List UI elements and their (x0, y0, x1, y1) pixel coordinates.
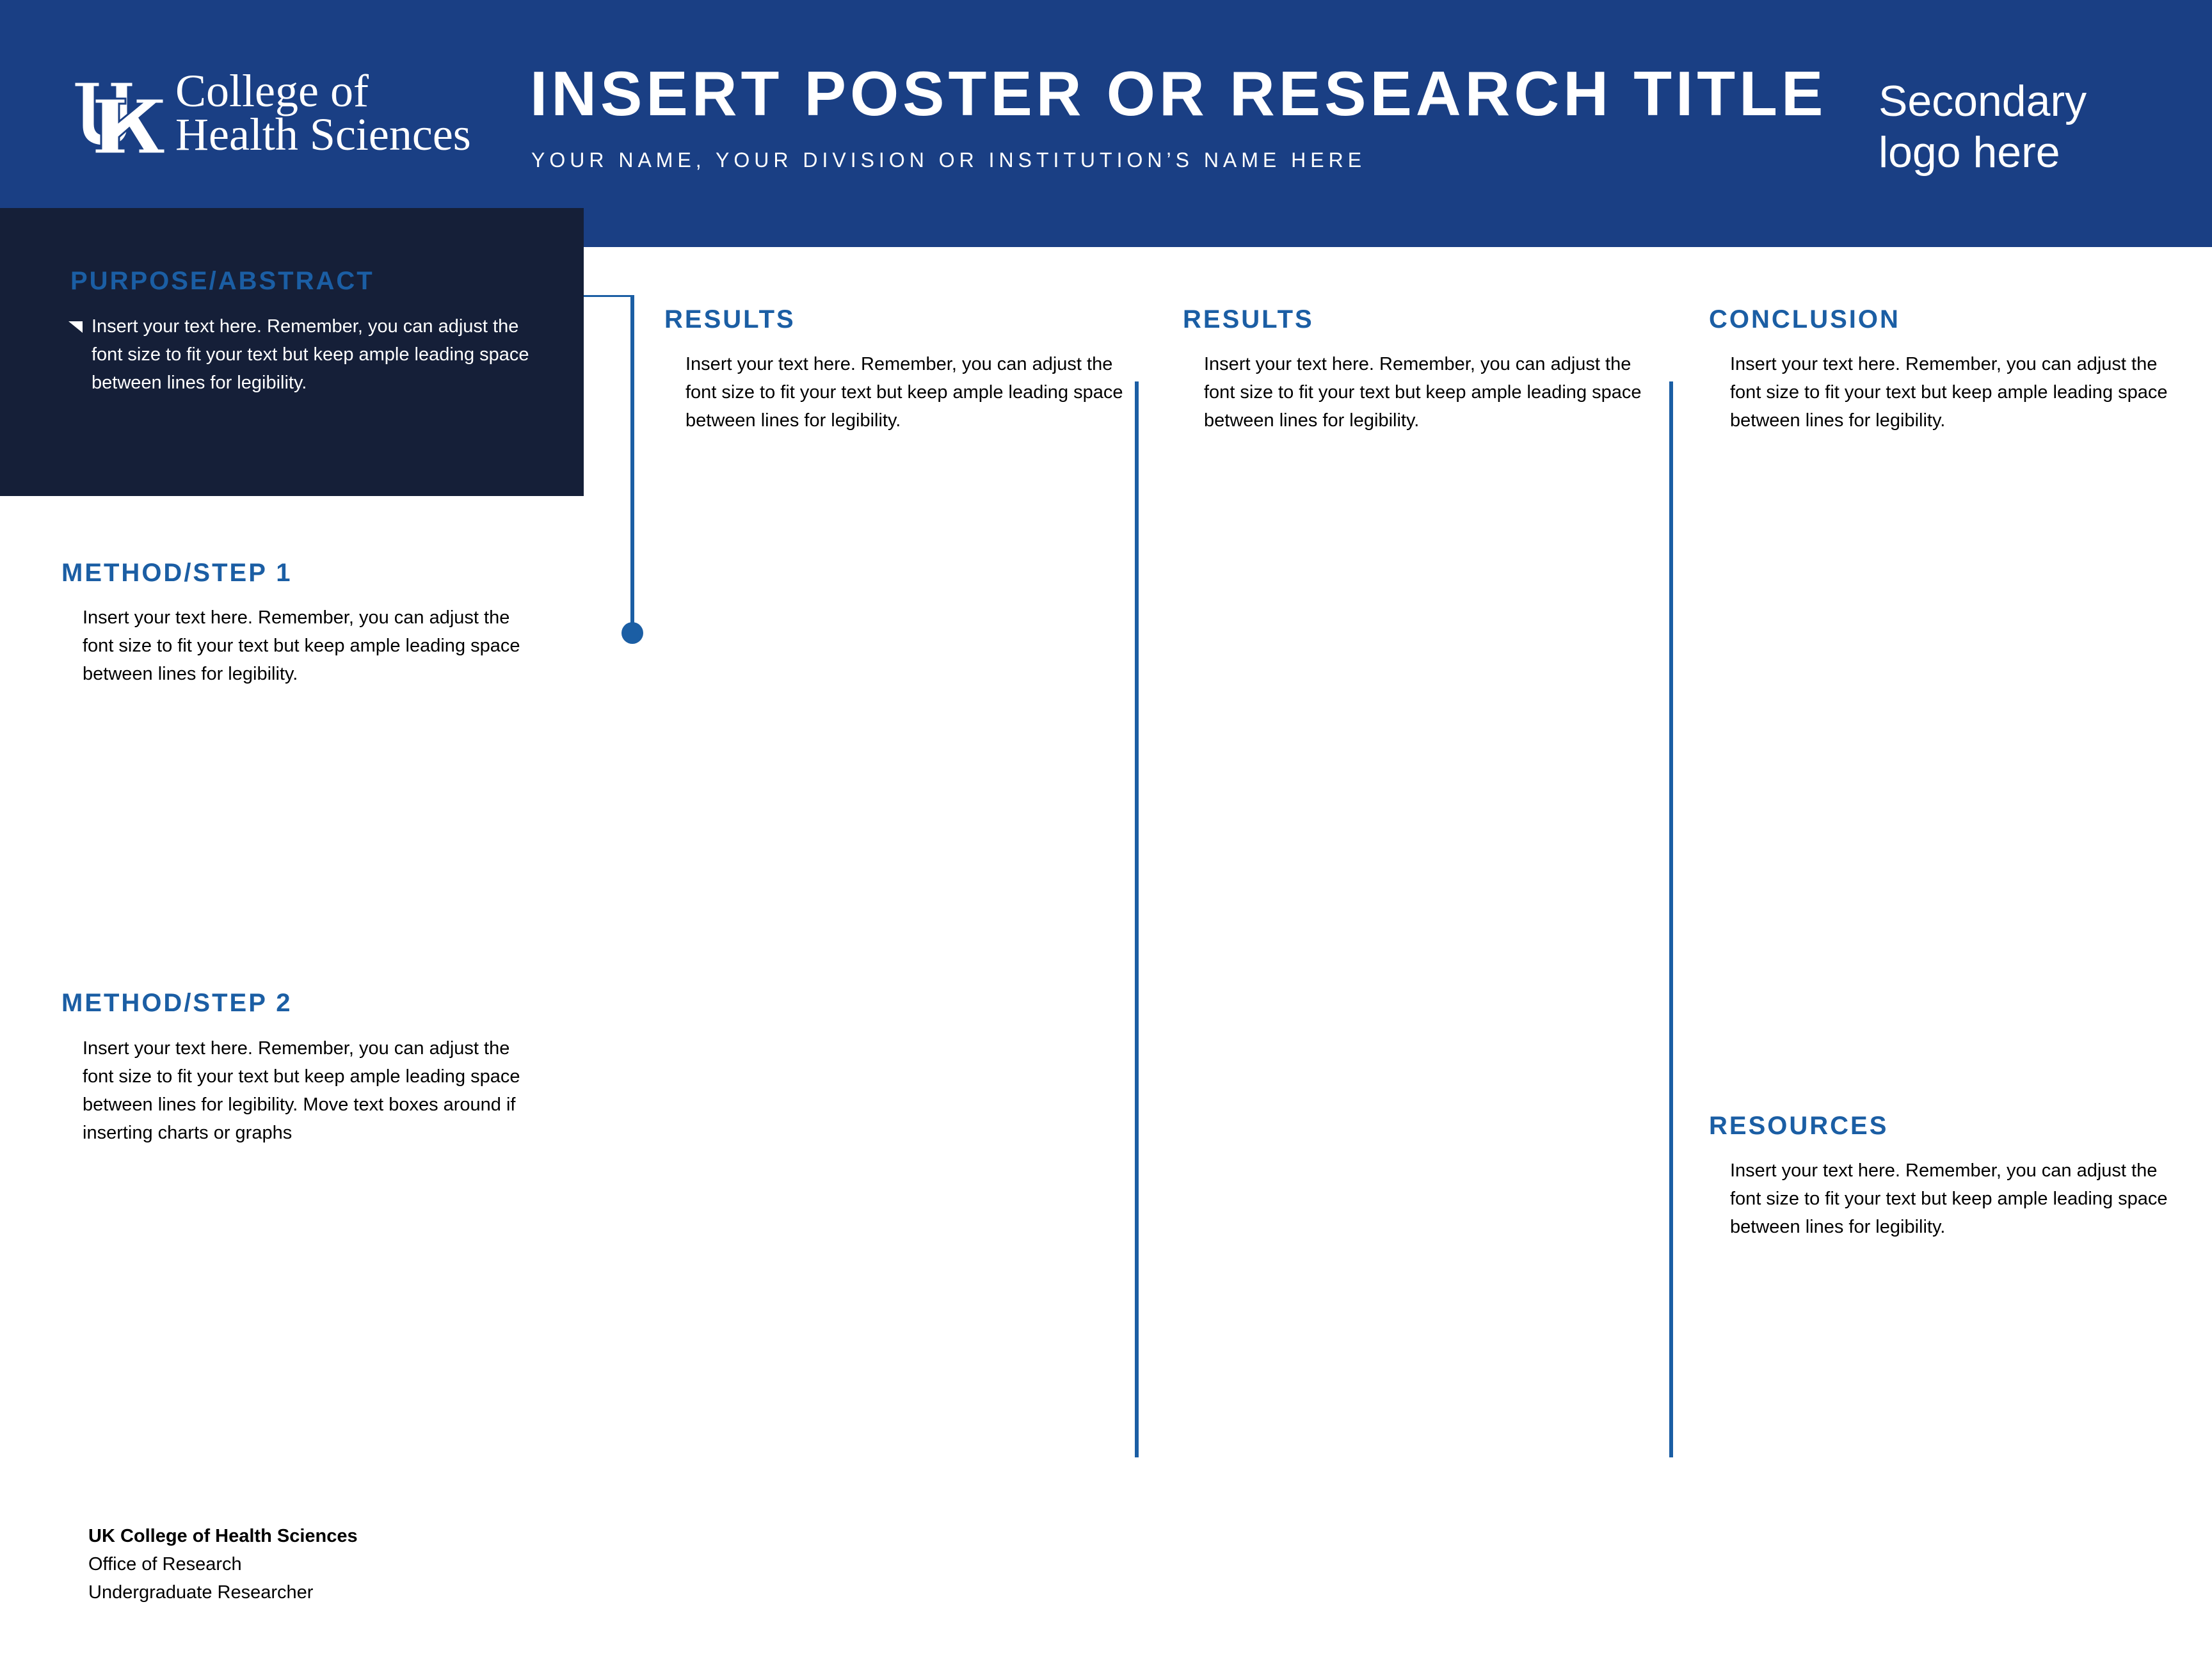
results1-heading: RESULTS (664, 305, 796, 333)
footer-credits (88, 1522, 358, 1607)
secondary-logo-placeholder[interactable] (1879, 76, 2109, 178)
method2-heading: METHOD/STEP 2 (61, 989, 293, 1017)
poster-title[interactable]: INSERT POSTER OR RESEARCH TITLE (530, 58, 1827, 129)
uk-logo-icon (72, 79, 168, 156)
results2-text[interactable]: Insert your text here. Remember, you can adjust the font size to fit your text but keep ample leading space between lines for legibility. (1204, 354, 1642, 431)
secondary-logo-line1: Secondary (1879, 77, 2087, 125)
secondary-logo-line2: logo here (1879, 128, 2060, 177)
conclusion-heading: CONCLUSION (1709, 305, 1900, 333)
timeline-line (630, 295, 634, 629)
abstract-heading: PURPOSE/ABSTRACT (70, 267, 374, 295)
resources-text[interactable]: Insert your text here. Remember, you can adjust the font size to fit your text but keep ample leading space between lines for legibility. (1730, 1160, 2168, 1237)
college-name (175, 65, 471, 160)
method1-text[interactable]: Insert your text here. Remember, you can adjust the font size to fit your text but keep ample leading space between lines for legibility. (83, 607, 520, 684)
resources-heading: RESOURCES (1709, 1112, 1889, 1140)
results1-text[interactable]: Insert your text here. Remember, you can adjust the font size to fit your text but keep ample leading space between lines for legibility. (685, 354, 1123, 431)
poster-subtitle[interactable]: YOUR NAME, YOUR DIVISION OR INSTITUTION’S NAME HERE (531, 148, 1366, 172)
footer-line1: UK College of Health Sciences (88, 1526, 358, 1546)
method2-text[interactable]: Insert your text here. Remember, you can adjust the font size to fit your text but keep ample leading space between lines for legibility. Move text boxes around if inserting charts or graphs (83, 1038, 520, 1143)
conclusion-text[interactable]: Insert your text here. Remember, you can adjust the font size to fit your text but keep ample leading space between lines for legibility. (1730, 354, 2168, 431)
column-divider-1 (1135, 381, 1139, 1457)
results2-heading: RESULTS (1183, 305, 1314, 333)
timeline-dot (621, 622, 643, 644)
footer-line3: Undergraduate Researcher (88, 1582, 314, 1603)
bullet-triangle-icon (68, 321, 83, 333)
abstract-text[interactable]: Insert your text here. Remember, you can adjust the font size to fit your text but keep ample leading space between lines for legibility. (92, 316, 529, 393)
college-name-line2: Health Sciences (175, 109, 471, 160)
method1-heading: METHOD/STEP 1 (61, 559, 293, 587)
college-name-line1: College of (175, 65, 369, 116)
column-divider-2 (1669, 381, 1673, 1457)
connector-line (584, 295, 632, 297)
footer-line2: Office of Research (88, 1554, 242, 1575)
